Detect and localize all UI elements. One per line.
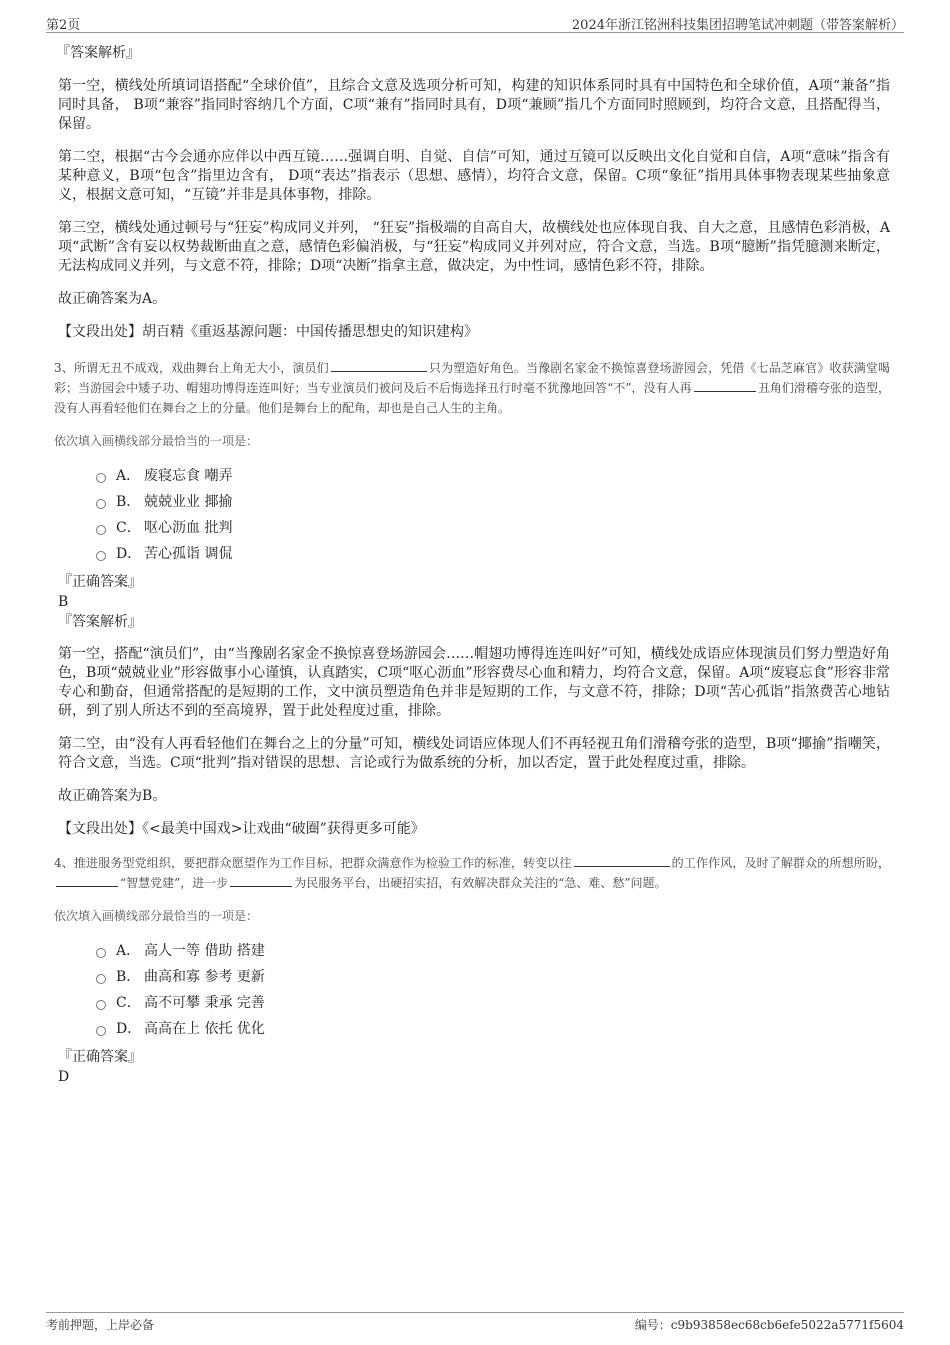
q2-conclusion: 故正确答案为A。 [58,291,167,307]
radio-icon[interactable] [96,974,106,984]
q2-analysis-p3: 第三空，横线处通过顿号与“狂妄”构成同义并列， “狂妄”指极端的自高自大，故横线处也应体现自我、自大之意，且感情色彩消极，A项“武断”含有妄以权势裁断曲直之意，感情色彩偏消极，与“狂妄”构成同义并列对应，符合文意，当选。B项“臆断”指凭臆测来断定，无法构成同义并列，与文意不符，排除；D项“决断”指拿主意，做决定，为中性词，感情色彩不符，排除。 [58,220,890,274]
q4-blank-3 [230,874,292,887]
q3-blank-1 [331,359,427,372]
q4-blank-2 [56,874,118,887]
document-title: 2024年浙江铭洲科技集团招聘笔试冲刺题（带答案解析） [571,18,904,33]
q3-analysis-p1: 第一空，搭配“演员们”，由“当豫剧名家金不换惊喜登场游园会……帽翅功博得连连叫好”可知，横线处成语应体现演员们努力塑造好角色，B项“兢兢业业”形容做事小心谨慎，认真踏实，C项“呕心沥血”形容费尽心血和精力，均符合文意，保留。A项“废寝忘食”形容非常专心和勤奋，但通常搭配的是短期的工作，文中演员塑造角色并非是短期的工作，与文意不符，排除；D项“苦心孤诣”指煞费苦心地钻研，到了别人所达不到的至高境界，置于此处程度过重，排除。 [58,646,890,719]
radio-icon[interactable] [96,525,106,535]
radio-icon[interactable] [96,948,106,958]
q3-prompt: 依次填入画横线部分最恰当的一项是： [54,434,259,448]
q3-option-b[interactable]: B． 兢兢业业 揶揄 [96,489,890,515]
q3-blank-2 [694,379,756,392]
q3-option-d[interactable]: D． 苦心孤诣 调侃 [96,541,890,567]
q2-analysis-p1: 第一空，横线处所填词语搭配“全球价值”，且综合文意及选项分析可知，构建的知识体系同时具有中国特色和全球价值，A项“兼备”指同时具备， B项“兼容”指同时容纳几个方面，C项“兼有”指同时具有，D项“兼顾”指几个方面同时照顾到，均符合文意，且搭配得当，保留。 [58,78,890,132]
radio-icon[interactable] [96,1026,106,1036]
q3-analysis-p2: 第二空，由“没有人再看轻他们在舞台之上的分量”可知，横线处词语应体现人们不再轻视丑角们滑稽夸张的造型，B项“揶揄”指嘲笑，符合文意，当选。C项“批判”指对错误的思想、言论或行为做系统的分析，加以否定，置于此处程度过重，排除。 [58,736,890,771]
q2-analysis-p2: 第二空，根据“古今会通亦应伴以中西互镜……强调自明、自觉、自信”可知，通过互镜可以反映出文化自觉和自信，A项“意味”指含有某种意义，B项“包含”指里边含有， D项“表达”指表示（思想、感情），均符合文意，保留。C项“象征”指用具体事物表现某些抽象意义，根据文意可知，“互镜”并非是具体事物，排除。 [58,149,890,203]
footer-slogan: 考前押题，上岸必备 [46,1318,155,1332]
q3-answer: B [58,594,69,610]
q3-stem: 3、所谓无丑不成戏，戏曲舞台上角无大小，演员们 只为塑造好角色。当豫剧名家金不换惊喜登场游园会，凭借《七品芝麻官》收获满堂喝彩；当游园会中矮子功、帽翅功博得连连叫好；当专业演员们被问及后不后悔选择丑行时毫不犹豫地回答“不”，没有人再 丑角们滑稽夸张的造型，没有人再看轻他们在舞台之上的分量。他们是舞台上的配角，却也是自己人生的主角。 [54,361,890,415]
radio-icon[interactable] [96,473,106,483]
q4-option-a[interactable]: A． 高人一等 借助 搭建 [96,938,890,964]
q4-answer: D [58,1069,70,1085]
q3-options [96,463,890,567]
q4-option-d[interactable]: D． 高高在上 依托 优化 [96,1016,890,1042]
q4-stem: 4、推进服务型党组织，要把群众愿望作为工作目标，把群众满意作为检验工作的标准，转变以往 的工作作风，及时了解群众的所想所盼，“智慧党建”，进一步 为民服务平台，出硬招实招，有效解决群众关注的“急、难、愁”问题。 [54,856,890,890]
radio-icon[interactable] [96,551,106,561]
q4-answer-label: 『正确答案』 [58,1049,142,1065]
radio-icon[interactable] [96,1000,106,1010]
page-footer [46,1312,904,1333]
q3-option-c[interactable]: C． 呕心沥血 批判 [96,515,890,541]
q4-blank-1 [574,854,670,867]
page-content [54,44,890,1088]
footer-serial: 编号：c9b93858ec68cb6efe5022a5771f5604 [634,1318,904,1332]
q3-analysis-label: 『答案解析』 [58,614,142,630]
q3-answer-label: 『正确答案』 [58,574,142,590]
radio-icon[interactable] [96,499,106,509]
q3-option-a[interactable]: A． 废寝忘食 嘲弄 [96,463,890,489]
page-header [46,14,904,33]
q4-options [96,938,890,1042]
q3-conclusion: 故正确答案为B。 [58,788,167,804]
q2-analysis-label: 『答案解析』 [56,45,140,61]
q4-option-c[interactable]: C． 高不可攀 秉承 完善 [96,990,890,1016]
q4-prompt: 依次填入画横线部分最恰当的一项是： [54,909,259,923]
page-number: 第2页 [46,18,81,33]
q2-source: 【文段出处】胡百精《重返基源问题：中国传播思想史的知识建构》 [58,324,478,340]
q3-source: 【文段出处】《<最美中国戏>让戏曲“破圈”获得更多可能》 [58,821,425,837]
q4-option-b[interactable]: B． 曲高和寡 参考 更新 [96,964,890,990]
